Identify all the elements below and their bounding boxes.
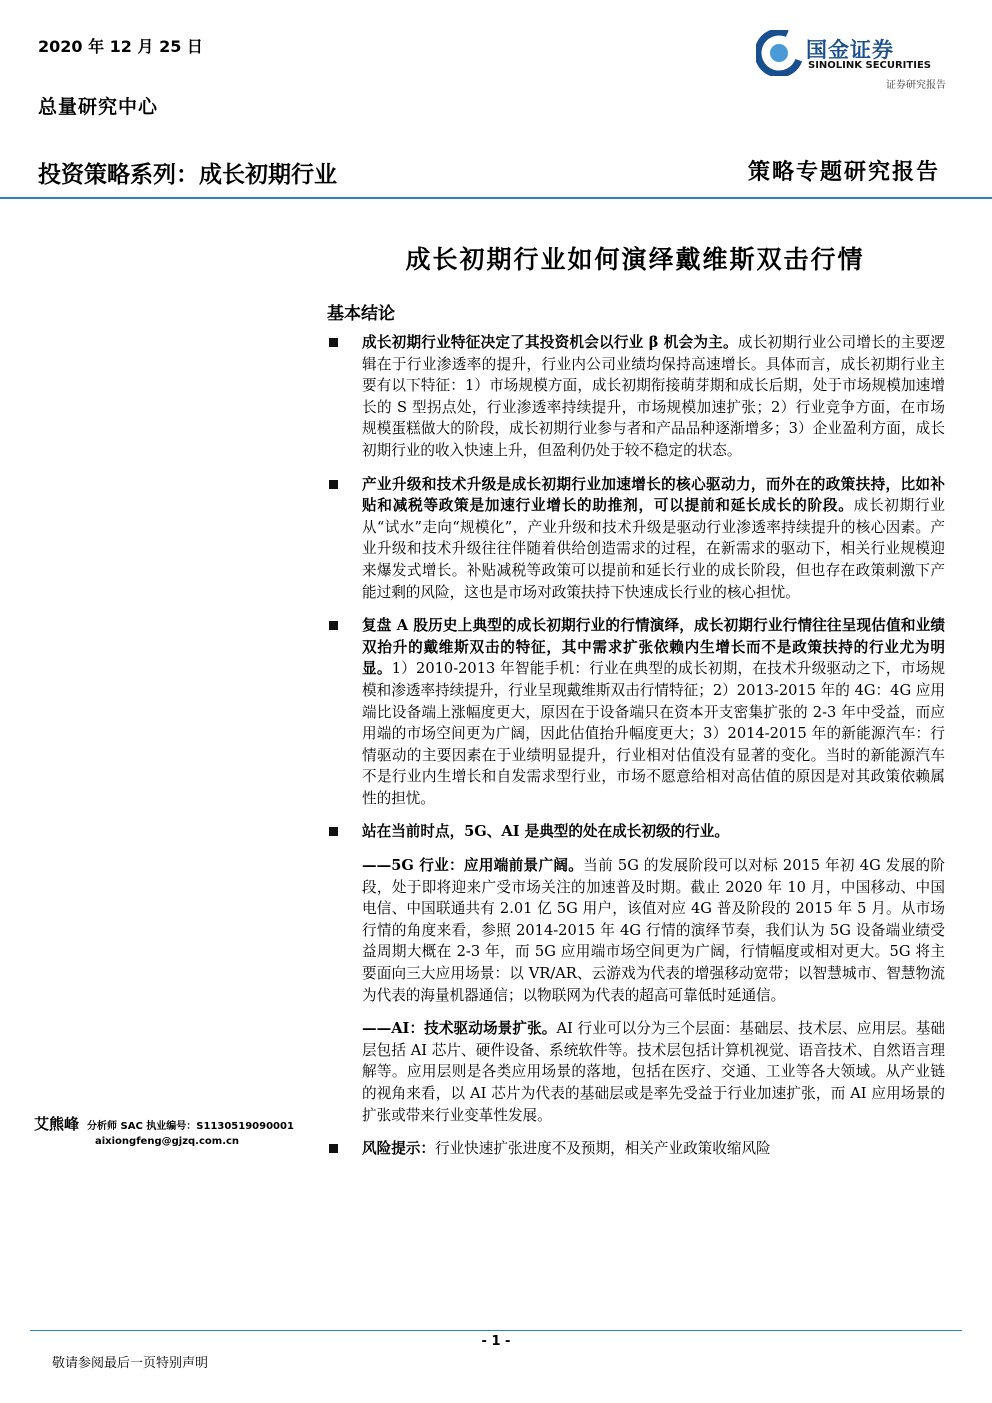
department-name: 总量研究中心 (38, 96, 159, 118)
main-title: 成长初期行业如何演绎戴维斯双击行情 (405, 245, 865, 274)
sub-lead: ——AI：技术驱动场景扩张。 (362, 1020, 557, 1038)
bullet-paragraph (327, 474, 945, 604)
logo-name-cn: 国金证券 (806, 38, 894, 62)
bullet-text: 1）2010-2013 年智能手机：行业在典型的成长初期，在技术升级驱动之下，市场规模和渗透率持续提升，行业呈现戴维斯双击行情特征；2）2013-2015 年的 4G：4G 应用端比设备端上涨幅度更大，原因在于设备端只在资本开支密集扩张的 2-3 年中受益，而应用端的市场空间更为广阔，因此估值抬升幅度更大；3）2014-2015 年的新能源汽车：行情驱动的主要因素在于业绩明显提升，行业相对估值没有显著的变化。当时的新能源汽车不是行业内生增长和自发需求型行业，市场不愿意给相对高估值的原因是对其政策依赖属性的担忧。 (362, 660, 945, 807)
risk-text: 行业快速扩张进度不及预期，相关产业政策收缩风险 (434, 1140, 771, 1158)
bullet-paragraph (327, 332, 945, 462)
sub-paragraph-ai (327, 1018, 945, 1126)
disclaimer-note: 敬请参阅最后一页特别声明 (52, 1356, 209, 1371)
sub-text: AI 行业可以分为三个层面：基础层、技术层、应用层。基础层包括 AI 芯片、硬件设备、系统软件等。技术层包括计算机视觉、语音技术、自然语言理解等。应用层则是各类应用场景的落地，包括在医疗、交通、工业等各大领域。从产业链的视角来看，以 AI 芯片为代表的基础层或是率先受益于行业加速扩张，而 AI 应用场景的扩张或带来行业变革性发展。 (362, 1020, 945, 1124)
bullet-lead: 产业升级和技术升级是成长初期行业加速增长的核心驱动力，而外在的政策扶持，比如补贴和减税等政策是加速行业增长的助推剂，可以提前和延长成长的阶段。 (362, 475, 945, 515)
analyst-name: 艾熊峰 (34, 1115, 80, 1133)
analyst-certificate: 分析师 SAC 执业编号：S1130519090001 (87, 1121, 294, 1132)
bullet-lead: 成长初期行业特征决定了其投资机会以行业 β 机会为主。 (362, 334, 738, 351)
logo-mark-icon (756, 30, 802, 76)
sub-text: 当前 5G 的发展阶段可以对标 2015 年初 4G 发展的阶段，处于即将迎来广受市场关注的加速普及时期。截止 2020 年 10 月，中国移动、中国电信、中国联通共有 2.01 亿 5G 用户，该值对应 4G 普及阶段的 2015 年 5 月。从市场行情的角度来看，参照 2014-2015 年 4G 行情的演绎节奏，我们认为 5G 设备端业绩受益周期大概在 2-3 年，而 5G 应用端市场空间更为广阔，行情幅度或相对更大。5G 将主要面向三大应用场景：以 VR/AR、云游戏为代表的增强移动宽带；以智慧城市、智慧物流为代表的海量机器通信；以物联网为代表的超高可靠低时延通信。 (362, 857, 945, 1004)
series-title: 投资策略系列：成长初期行业 (38, 162, 337, 188)
sub-lead: ——5G 行业：应用端前景广阔。 (362, 857, 584, 875)
page-number: - 1 - (481, 1334, 511, 1349)
report-body (327, 332, 945, 1172)
bullet-lead: 复盘 A 股历史上典型的成长初期行业的行情演绎，成长初期行业行情往往呈现估值和业绩双抬升的戴维斯双击的特征，其中需求扩张依赖内生增长而不是政策扶持的行业尤为明显。 (362, 617, 945, 678)
logo-subtitle: 证券研究报告 (886, 80, 946, 91)
sub-paragraph-5g (327, 855, 945, 1006)
report-date: 2020 年 12 月 25 日 (38, 37, 203, 56)
conclusion-heading: 基本结论 (327, 304, 395, 324)
analyst-email[interactable]: aixiongfeng@gjzq.com.cn (95, 1136, 240, 1147)
risk-lead: 风险提示： (362, 1140, 435, 1158)
report-type: 策略专题研究报告 (747, 159, 940, 185)
bullet-paragraph (327, 821, 945, 843)
company-logo (756, 30, 946, 92)
bullet-text: 成长初期行业公司增长的主要逻辑在于行业渗透率的提升，行业内公司业绩均保持高速增长。具体而言，成长初期行业主要有以下特征：1）市场规模方面，成长初期衔接萌芽期和成长后期，处于市场规模加速增长的 S 型拐点处，行业渗透率持续提升，市场规模加速扩张；2）行业竞争方面，在市场规模蛋糕做大的阶段，成长初期行业参与者和产品品种逐渐增多；3）企业盈利方面，成长初期行业的收入快速上升，但盈利仍处于较不稳定的状态。 (362, 334, 945, 459)
bullet-lead: 站在当前时点，5G、AI 是典型的处在成长初级的行业。 (362, 823, 729, 841)
bullet-paragraph (327, 615, 945, 809)
header-divider (0, 197, 992, 199)
bullet-text: 成长初期行业从“试水”走向“规模化”，产业升级和技术升级是驱动行业渗透率持续提升的核心因素。产业升级和技术升级往往伴随着供给创造需求的过程，在新需求的驱动下，相关行业规模迎来爆发式增长。补贴减税等政策可以提前和延长行业的成长阶段，但也存在政策刺激下产能过剩的风险，这也是市场对政策扶持下快速成长行业的核心担忧。 (362, 497, 945, 601)
footer-divider (30, 1330, 962, 1331)
risk-paragraph (327, 1138, 945, 1160)
analyst-info (34, 1113, 314, 1147)
logo-name-en: SINOLINK SECURITIES (808, 60, 931, 71)
